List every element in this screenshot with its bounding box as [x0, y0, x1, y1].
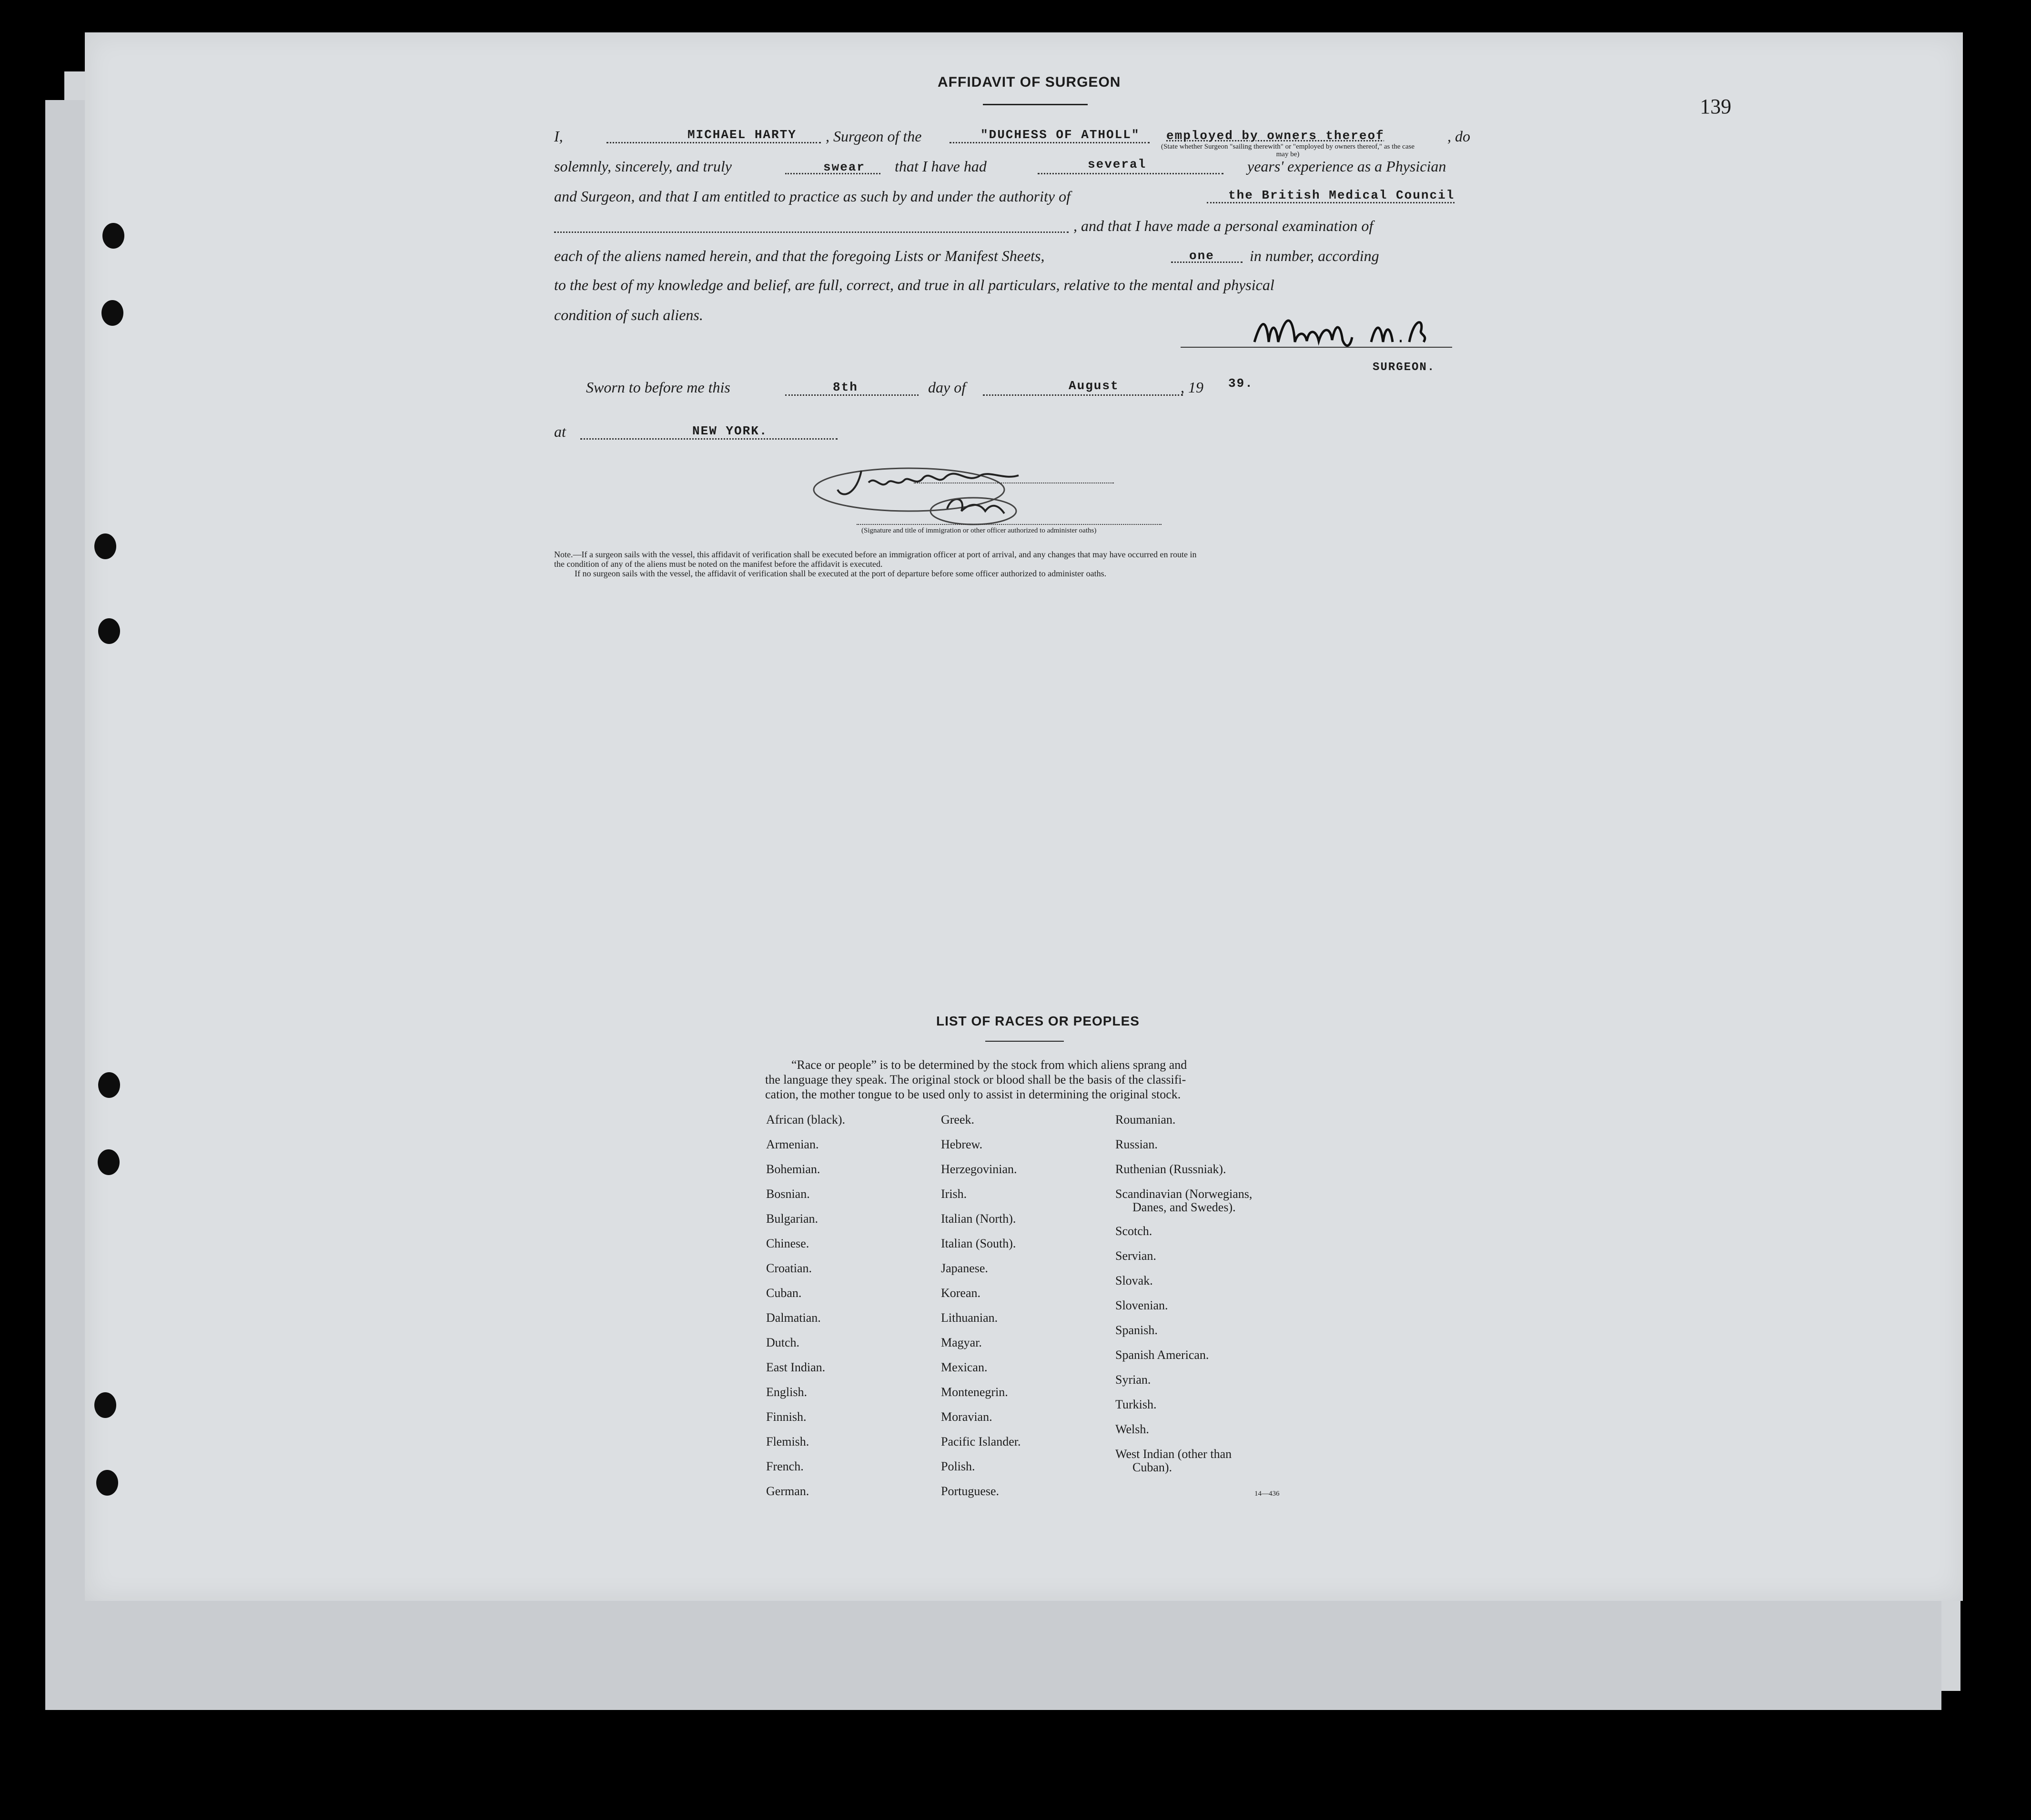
day-field-line	[785, 394, 919, 396]
place-field-line	[580, 438, 838, 440]
condition-text: condition of such aliens.	[554, 306, 703, 323]
sworn-text: Sworn to before me this	[586, 379, 730, 396]
blank-field-line	[554, 231, 1069, 233]
officer-caption: (Signature and title of immigration or other officer authorized to administer oaths)	[861, 527, 1097, 534]
race-item: African (black).	[766, 1113, 846, 1126]
races-column-2	[941, 1113, 1021, 1509]
surgeon-of-text: , Surgeon of the	[826, 128, 922, 145]
race-item: Moravian.	[941, 1410, 992, 1424]
ship-field-line	[950, 142, 1150, 143]
race-item: Croatian.	[766, 1261, 812, 1275]
race-item: Welsh.	[1115, 1422, 1149, 1436]
sworn-year: 39.	[1228, 376, 1253, 391]
races-title-underline	[985, 1041, 1064, 1042]
races-intro-line-2: the language they speak. The original stock or blood shall be the basis of the classifi-	[765, 1073, 1186, 1086]
title-underline	[983, 104, 1088, 105]
examination-text: , and that I have made a personal examination of	[1073, 217, 1374, 234]
binder-hole	[94, 1392, 116, 1418]
race-item: French.	[766, 1459, 804, 1473]
binder-hole	[96, 1470, 118, 1496]
races-column-3	[1115, 1113, 1252, 1474]
race-item: Italian (North).	[941, 1212, 1016, 1226]
races-column-1	[766, 1113, 845, 1509]
form-number: 14—436	[1254, 1490, 1280, 1498]
years-experience-text: years' experience as a Physician	[1247, 158, 1446, 175]
month-field-line	[983, 394, 1183, 396]
aliens-text: each of the aliens named herein, and that the foregoing Lists or Manifest Sheets,	[554, 247, 1045, 264]
binder-hole	[94, 533, 116, 559]
years-value: several	[1088, 157, 1147, 171]
race-item: Slovenian.	[1115, 1298, 1168, 1312]
note-line-2: the condition of any of the aliens must be noted on the manifest before the affidavit is executed.	[554, 559, 883, 569]
race-item: Danes, and Swedes).	[1132, 1200, 1236, 1214]
race-item: Herzegovinian.	[941, 1162, 1017, 1176]
race-item: Scandinavian (Norwegians,	[1115, 1187, 1253, 1201]
officer-signature	[804, 456, 1071, 537]
race-item: Polish.	[941, 1459, 975, 1473]
race-item: Finnish.	[766, 1410, 807, 1424]
solemnly-text: solemnly, sincerely, and truly	[554, 158, 732, 175]
race-item: Roumanian.	[1115, 1113, 1176, 1126]
name-field-line	[606, 142, 821, 143]
race-item: Cuban.	[766, 1286, 802, 1300]
race-item: Syrian.	[1115, 1373, 1151, 1387]
race-item: Armenian.	[766, 1137, 819, 1151]
race-item: Lithuanian.	[941, 1311, 998, 1325]
race-item: Magyar.	[941, 1336, 982, 1349]
sworn-day: 8th	[833, 380, 858, 394]
race-item: Mexican.	[941, 1360, 988, 1374]
races-intro-line-1: “Race or people” is to be determined by the stock from which aliens sprang and	[791, 1058, 1187, 1072]
race-item: Dutch.	[766, 1336, 800, 1349]
race-item: English.	[766, 1385, 807, 1399]
race-item: Dalmatian.	[766, 1311, 821, 1325]
races-intro-line-3: cation, the mother tongue to be used only to assist in determining the original stock.	[765, 1087, 1181, 1101]
binder-hole	[101, 300, 123, 326]
race-item: Slovak.	[1115, 1274, 1153, 1287]
race-item: Irish.	[941, 1187, 967, 1201]
surgeon-label: SURGEON.	[1373, 361, 1435, 374]
at-label: at	[554, 423, 566, 440]
race-item: West Indian (other than	[1115, 1447, 1232, 1461]
race-item: Russian.	[1115, 1137, 1158, 1151]
race-item: Bohemian.	[766, 1162, 820, 1176]
race-item: Turkish.	[1115, 1398, 1157, 1411]
page-number: 139	[1700, 95, 1731, 118]
oath-type: swear	[823, 160, 866, 174]
have-had-text: that I have had	[895, 158, 987, 175]
sheet-count: one	[1189, 249, 1214, 263]
do-text: , do	[1447, 128, 1470, 145]
race-item: Montenegrin.	[941, 1385, 1008, 1399]
years-field-line	[1038, 173, 1223, 174]
binder-hole	[98, 1072, 120, 1098]
race-item: Bulgarian.	[766, 1212, 818, 1226]
binder-hole	[98, 1149, 120, 1175]
race-item: Hebrew.	[941, 1137, 983, 1151]
race-item: Chinese.	[766, 1237, 809, 1250]
race-item: Italian (South).	[941, 1237, 1016, 1250]
affidavit-title: AFFIDAVIT OF SURGEON	[938, 74, 1121, 90]
race-item: Bosnian.	[766, 1187, 810, 1201]
race-item: Greek.	[941, 1113, 975, 1126]
binder-hole	[102, 223, 124, 249]
authority-text: and Surgeon, and that I am entitled to practice as such by and under the authority of	[554, 188, 1071, 205]
race-item: Pacific Islander.	[941, 1435, 1021, 1448]
employment-status: employed by owners thereof	[1166, 129, 1384, 143]
race-item: Servian.	[1115, 1249, 1156, 1263]
note-line-3: If no surgeon sails with the vessel, the affidavit of verification shall be executed at the port of departure before some officer authorized to administer oaths.	[575, 569, 1107, 578]
pronoun-i: I,	[554, 128, 563, 145]
race-item: Flemish.	[766, 1435, 809, 1448]
in-number-text: in number, according	[1250, 247, 1379, 264]
officer-sig-line-2	[857, 524, 1162, 525]
note-line-1: Note.—If a surgeon sails with the vessel, this affidavit of verification shall be executed before an immigration officer at port of arrival, and any changes that may have occurred en route in	[554, 550, 1197, 559]
race-item: Scotch.	[1115, 1224, 1152, 1238]
authority-value: the British Medical Council	[1228, 188, 1455, 202]
race-item: Cuban).	[1132, 1460, 1172, 1474]
ship-name: "DUCHESS OF ATHOLL"	[980, 128, 1140, 142]
race-item: German.	[766, 1484, 809, 1498]
surgeon-signature	[1252, 309, 1452, 352]
race-item: Portuguese.	[941, 1484, 1000, 1498]
manifest-sheet	[85, 32, 1963, 1601]
race-item: Ruthenian (Russniak).	[1115, 1162, 1226, 1176]
races-title: LIST OF RACES OR PEOPLES	[936, 1014, 1140, 1028]
year-prefix: , 19	[1181, 379, 1203, 396]
knowledge-text: to the best of my knowledge and belief, are full, correct, and true in all particulars, relative to the mental and physical	[554, 276, 1274, 293]
surgeon-name: MICHAEL HARTY	[687, 128, 797, 142]
binder-hole	[98, 618, 120, 644]
sworn-month: August	[1069, 379, 1119, 393]
race-item: Spanish.	[1115, 1323, 1158, 1337]
race-item: Japanese.	[941, 1261, 988, 1275]
race-item: Spanish American.	[1115, 1348, 1209, 1362]
day-of-text: day of	[928, 379, 966, 396]
employment-note: (State whether Surgeon "sailing therewith" or "employed by owners thereof," as the case may be)	[1161, 143, 1415, 158]
race-item: Korean.	[941, 1286, 981, 1300]
race-item: East Indian.	[766, 1360, 826, 1374]
sworn-place: NEW YORK.	[692, 424, 768, 438]
